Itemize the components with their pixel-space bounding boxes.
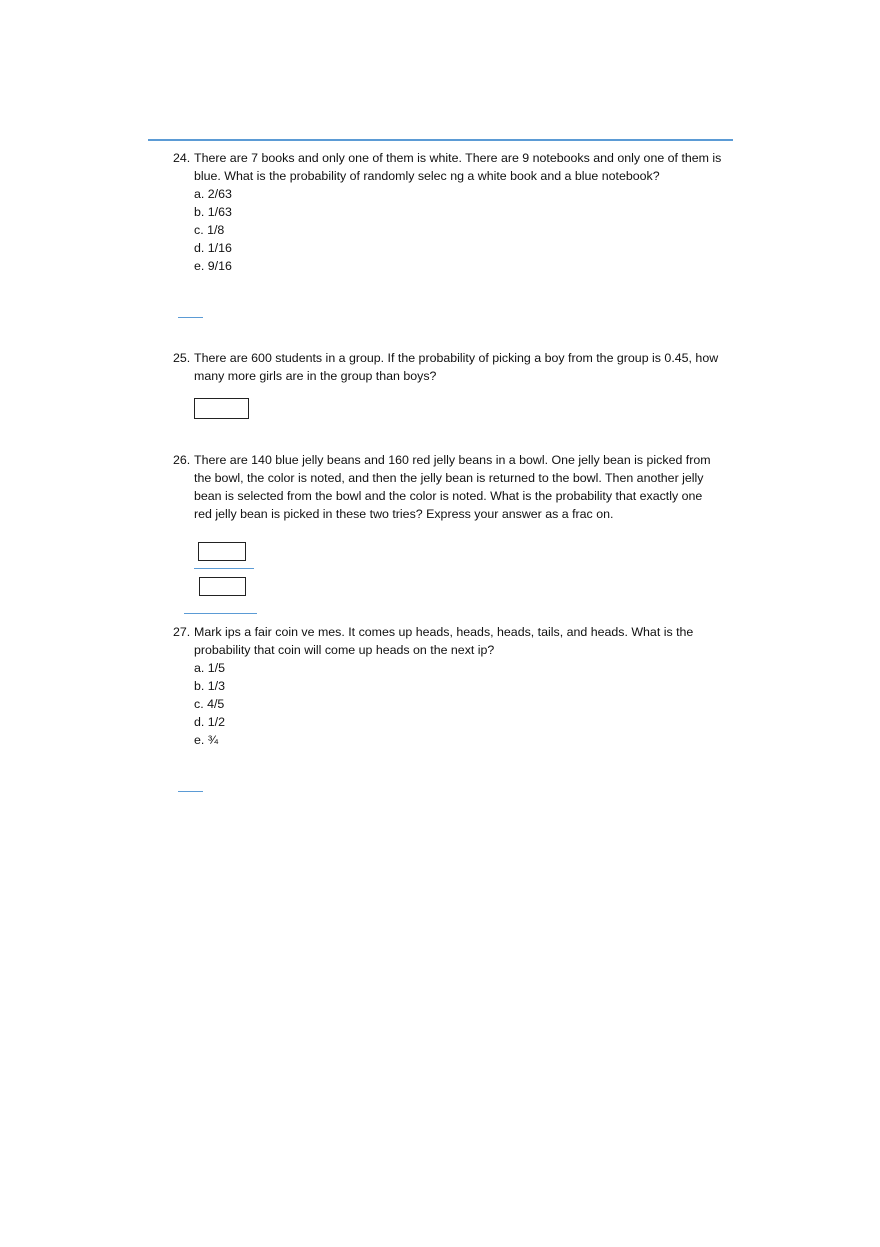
answer-option[interactable]: c. 4/5 [194,697,225,711]
question-text: bean is selected from the bowl and the color is noted. What is the probability that exactly one [194,489,703,503]
answer-option[interactable]: b. 1/3 [194,679,226,693]
question-text: probability that coin will come up heads on the next ip? [194,643,495,657]
question-number: 24. [173,151,191,165]
answer-line [184,613,257,614]
answer-line [178,317,203,318]
answer-option[interactable]: d. 1/16 [194,241,232,255]
fraction-bar [194,568,254,569]
answer-option[interactable]: e. ¾ [194,733,219,747]
answer-option[interactable]: b. 1/63 [194,205,232,219]
question-text: blue. What is the probability of randomly selec ng a white book and a blue notebook? [194,169,660,183]
answer-line [178,791,203,792]
question-number: 25. [173,351,191,365]
question-text: There are 140 blue jelly beans and 160 red jelly beans in a bowl. One jelly bean is picked from [194,453,711,467]
numerator-input-box[interactable] [198,542,246,561]
denominator-input-box[interactable] [199,577,246,596]
question-number: 26. [173,453,191,467]
question-number: 27. [173,625,191,639]
answer-option[interactable]: a. 2/63 [194,187,232,201]
answer-input-box[interactable] [194,398,249,419]
question-text: the bowl, the color is noted, and then the jelly bean is returned to the bowl. Then another jelly [194,471,704,485]
answer-option[interactable]: a. 1/5 [194,661,226,675]
question-text: many more girls are in the group than boys? [194,369,437,383]
answer-option[interactable]: d. 1/2 [194,715,226,729]
answer-option[interactable]: e. 9/16 [194,259,232,273]
answer-option[interactable]: c. 1/8 [194,223,225,237]
header-rule [148,139,733,141]
question-text: There are 7 books and only one of them is white. There are 9 notebooks and only one of them is [194,151,722,165]
question-text: red jelly bean is picked in these two tries? Express your answer as a frac on. [194,507,614,521]
question-text: There are 600 students in a group. If the probability of picking a boy from the group is 0.45, how [194,351,719,365]
question-text: Mark ips a fair coin ve mes. It comes up heads, heads, heads, tails, and heads. What is the [194,625,694,639]
